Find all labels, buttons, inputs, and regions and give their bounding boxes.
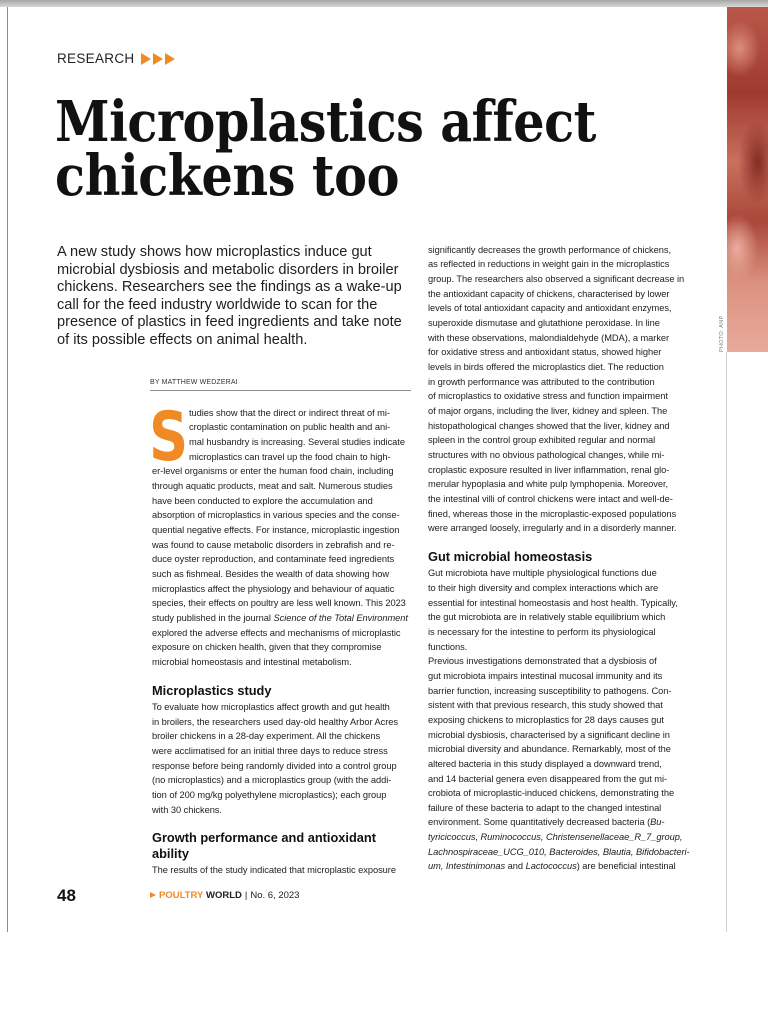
body-line: of major organs, including the liver, kidney and spleen. The: [428, 405, 668, 416]
body-line: tion of 200 mg/kg polyethylene microplastics); each group: [152, 789, 387, 800]
triple-arrow-icon: [141, 53, 177, 65]
body-line: have been conducted to explore the accumulation and: [152, 495, 373, 506]
section-label: RESEARCH: [57, 51, 135, 66]
body-line: The results of the study indicated that microplastic exposure: [152, 865, 396, 876]
body-column-right: [428, 243, 690, 874]
heading-line: Gut microbial homeostasis: [428, 548, 593, 564]
intro-line: chickens. Researchers see the findings as a wake-up: [57, 279, 402, 296]
body-line: [428, 815, 690, 830]
body-line: significantly decreases the growth performance of chickens,: [428, 244, 672, 255]
section-heading: [152, 830, 414, 861]
body-line: microplastics affect the physiology and behaviour of aquatic: [152, 583, 395, 594]
headline-line: chickens too: [55, 143, 400, 209]
column-blocks: [152, 406, 414, 878]
body-line: for oxidative stress and antioxidant status, showed higher: [428, 347, 662, 358]
text-segment: environment. Some quantitatively decreased bacteria (: [428, 817, 651, 828]
body-line: in growth performance was attributed to the contribution: [428, 376, 655, 387]
issue-number: No. 6, 2023: [250, 890, 300, 901]
section-kicker: [57, 50, 177, 68]
heading-line: Growth performance and antioxidant: [152, 830, 376, 846]
body-line: as reflected in reductions in weight gain in the microplastics: [428, 259, 670, 270]
body-line: were arranged loosely, irregularly and in a disorderly manner.: [428, 523, 677, 534]
arrow-icon: [165, 53, 175, 65]
body-line: explored the adverse effects and mechanisms of microplastic: [152, 627, 401, 638]
body-line: Previous investigations demonstrated that a dysbiosis of: [428, 656, 657, 667]
chicken-photo-strip: [727, 7, 768, 352]
article-intro: [57, 244, 402, 350]
body-line: [152, 611, 414, 626]
heading-line: ability: [152, 845, 189, 861]
italic-text: tyricicoccus, Ruminococcus, Christensenellaceae_R_7_group,: [428, 832, 683, 843]
section-heading: [428, 549, 690, 565]
body-line: with these observations, malondialdehyde (MDA), a marker: [428, 332, 670, 343]
body-line: absorption of microplastics in various species and the conse-: [152, 510, 400, 521]
body-line: superoxide dismutase and glutathione peroxidase. In line: [428, 317, 660, 328]
body-line: altered bacteria in this study displayed a downward trend,: [428, 758, 662, 769]
body-line: microbial homeostasis and intestinal metabolism.: [152, 656, 352, 667]
body-paragraph: [152, 406, 414, 670]
body-line: through aquatic products, meat and salt. Numerous studies: [152, 480, 393, 491]
body-line: microbial dysbiosis, characterised by a significant decline in: [428, 729, 670, 740]
body-line: species, their effects on poultry are less well known. This 2023: [152, 598, 406, 609]
body-line: [428, 845, 690, 860]
publication-credit: [150, 890, 299, 902]
intro-line: of its possible effects on animal health.: [57, 331, 308, 348]
photo-credit: PHOTO: ANP: [719, 315, 725, 352]
body-line: group. The researchers also observed a significant decrease in: [428, 274, 685, 284]
body-line: quential negative effects. For instance, microplastic ingestion: [152, 524, 400, 535]
brand-secondary: WORLD: [205, 890, 242, 901]
text-segment: study published in the journal: [152, 612, 274, 623]
body-line: structures with no obvious pathological changes, while mi-: [428, 449, 665, 460]
body-line: was found to cause metabolic disorders in zebrafish and re-: [152, 539, 395, 550]
body-line: levels in birds offered the microplastics diet. The reduction: [428, 361, 664, 372]
body-line: failure of these bacteria to adapt to the changed intestinal: [428, 802, 662, 813]
body-line: fined, whereas those in the microplastic-exposed populations: [428, 508, 677, 519]
body-line: with 30 chickens.: [152, 804, 222, 815]
body-line: such as fishmeal. Besides the wealth of data showing how: [152, 568, 389, 579]
text-segment: and: [505, 861, 526, 872]
article-headline: [55, 89, 597, 209]
body-column-left: [149, 397, 414, 878]
intro-line: call for the feed industry worldwide to scan for the: [57, 296, 378, 313]
body-line: mal husbandry is increasing. Several studies indicate: [189, 437, 405, 447]
body-line: [428, 830, 690, 845]
body-line: broiler chickens in a 28-day experiment. All the chickens: [152, 731, 381, 742]
byline: BY MATTHEW WEDZERAI: [150, 379, 411, 391]
arrow-icon: [153, 53, 163, 65]
body-line: essential for intestinal homeostasis and host health. Typically,: [428, 597, 678, 608]
body-line: in broilers, the researchers used day-old healthy Arbor Acres: [152, 716, 399, 727]
body-line: of microplastics to oxidative stress and function impairment: [428, 391, 668, 402]
body-line: tudies show that the direct or indirect threat of mi-: [189, 407, 390, 418]
body-line: (no microplastics) and a microplastics group (with the addi-: [152, 775, 392, 786]
body-line: is necessary for the intestine to perform its physiological: [428, 626, 656, 637]
body-line: [428, 859, 690, 874]
text-segment: ) are beneficial intestinal: [576, 861, 676, 872]
body-line: duce oyster reproduction, and contaminate feed ingredients: [152, 554, 395, 565]
scan-border-top: [0, 0, 768, 7]
body-line: levels of total antioxidant capacity and antioxidant enzymes,: [428, 303, 672, 314]
separator: |: [244, 890, 248, 901]
page-number: 48: [57, 886, 76, 905]
body-line: Gut microbiota have multiple physiological functions due: [428, 568, 657, 579]
italic-text: Science of the Total Environment: [273, 612, 408, 623]
body-line: and 14 bacterial genera even disappeared from the gut mi-: [428, 773, 668, 784]
italic-text: um, Intestinimonas: [428, 861, 506, 872]
body-line: er-level organisms or enter the human food chain, including: [152, 466, 394, 477]
body-line: croplastic exposure resulted in liver inflammation, renal glo-: [428, 464, 670, 475]
body-line: functions.: [428, 641, 468, 652]
italic-text: Lactococcus: [525, 861, 577, 872]
body-line: were acclimatised for an initial three days to reduce stress: [152, 745, 388, 756]
body-line: merular hypoplasia and white pulp lymphopenia. Moreover,: [428, 479, 669, 490]
page-edge: [726, 352, 727, 932]
section-heading: [152, 683, 414, 699]
scan-border-left: [7, 7, 8, 932]
body-line: To evaluate how microplastics affect growth and gut health: [152, 702, 390, 712]
body-line: sistent with that previous research, this study showed that: [428, 700, 663, 711]
body-paragraph: [152, 700, 414, 817]
body-paragraph: [428, 566, 690, 874]
intro-line: microbial dysbiosis and metabolic disorders in broiler: [57, 261, 399, 278]
drop-cap: S: [149, 397, 189, 477]
body-paragraph: [428, 243, 690, 536]
body-line: spleen in the control group exhibited regular and normal: [428, 435, 656, 446]
intro-line: presence of plastics in feed ingredients and take note: [57, 314, 402, 331]
body-line: microplastics can travel up the food chain to high-: [189, 451, 391, 462]
body-line: gut microbiota impairs intestinal mucosal immunity and its: [428, 670, 663, 681]
headline-line: Microplastics affect: [55, 89, 597, 155]
body-line: histopathological changes showed that the liver, kidney and: [428, 420, 670, 431]
intro-line: A new study shows how microplastics induce gut: [57, 244, 372, 260]
arrow-icon: [141, 53, 151, 65]
body-line: to their high diversity and complex interactions which are: [428, 582, 659, 593]
body-line: crobiota of microplastic-induced chickens, demonstrating the: [428, 788, 675, 799]
body-line: exposure on chicken health, given that they compromise: [152, 642, 382, 653]
arrow-icon: [150, 892, 156, 898]
body-line: the intestinal villi of control chickens were intact and well-de-: [428, 493, 673, 504]
body-paragraph: [152, 863, 414, 878]
body-line: the antioxidant capacity of chickens, characterised by lower: [428, 288, 670, 299]
italic-text: Lachnospiraceae_UCG_010, Bacteroides, Blautia, Bifidobacteri-: [428, 846, 690, 857]
column-blocks: [428, 243, 690, 874]
body-line: exposing chickens to microplastics for 28 days causes gut: [428, 714, 664, 725]
body-line: barrier function, increasing susceptibility to pathogens. Con-: [428, 685, 672, 696]
body-line: response before being randomly divided into a control group: [152, 760, 397, 771]
italic-text: Bu-: [650, 817, 665, 828]
heading-line: Microplastics study: [152, 682, 272, 698]
body-line: microbial diversity and abundance. Remarkably, most of the: [428, 744, 671, 755]
brand-primary: POULTRY: [159, 890, 204, 901]
body-line: croplastic contamination on public health and ani-: [189, 422, 391, 433]
body-line: the gut microbiota are in relatively stable equilibrium which: [428, 612, 666, 623]
